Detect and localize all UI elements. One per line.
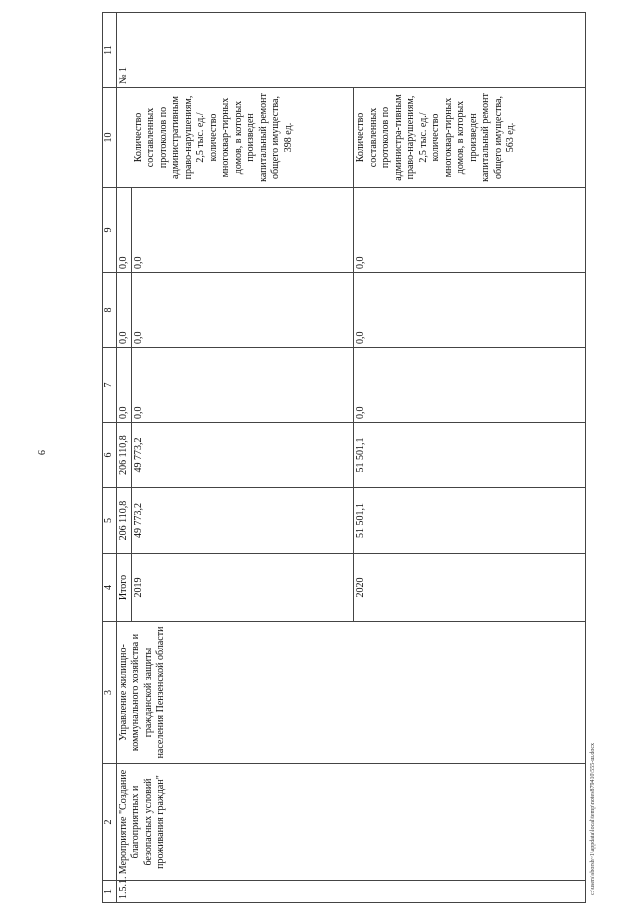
total-col8: 0,0 bbox=[116, 273, 132, 348]
col-header-4: 4 bbox=[103, 554, 117, 622]
total-col7: 0,0 bbox=[116, 348, 132, 423]
year-2020: 2020 bbox=[354, 554, 586, 622]
col-header-2: 2 bbox=[103, 764, 117, 881]
col-header-6: 6 bbox=[103, 423, 117, 488]
col-header-1: 1 bbox=[103, 881, 117, 903]
2020-col5: 51 501,1 bbox=[354, 488, 586, 554]
total-col10 bbox=[116, 88, 132, 188]
col-header-9: 9 bbox=[103, 188, 117, 273]
year-2019: 2019 bbox=[132, 554, 354, 622]
total-label: Итого bbox=[116, 554, 132, 622]
footer-path: c:\users\sborsh~1\appdata\local\temp\notes879410\555-ш.docx bbox=[590, 742, 596, 895]
2020-col9: 0,0 bbox=[354, 188, 586, 273]
2020-col8: 0,0 bbox=[354, 273, 586, 348]
2019-col9: 0,0 bbox=[132, 188, 354, 273]
2020-col7: 0,0 bbox=[354, 348, 586, 423]
program-table bbox=[102, 12, 586, 903]
2019-col6: 49 773,2 bbox=[132, 423, 354, 488]
col-header-11: 11 bbox=[103, 13, 117, 88]
page-number: 9 bbox=[35, 450, 46, 455]
col-header-3: 3 bbox=[103, 622, 117, 764]
2020-col6: 51 501,1 bbox=[354, 423, 586, 488]
col-header-5: 5 bbox=[103, 488, 117, 554]
table-row-total bbox=[116, 13, 132, 903]
2019-col5: 49 773,2 bbox=[132, 488, 354, 554]
total-col6: 206 110,8 bbox=[116, 423, 132, 488]
2019-indicator: Количество составленных протоколов по административным право-нарушениям, 2,5 тыс. ед./ количество многоквар-тирных домов, в которых произведен капитальный ремонт общего имущества, 398 ед. bbox=[132, 88, 354, 188]
total-col5: 206 110,8 bbox=[116, 488, 132, 554]
2019-col7: 0,0 bbox=[132, 348, 354, 423]
executor: Управление жилищно-коммунального хозяйства и гражданской защиты населения Пензенской области bbox=[116, 622, 586, 764]
rotated-table-container bbox=[102, 13, 586, 903]
2019-col8: 0,0 bbox=[132, 273, 354, 348]
reference: № 1 bbox=[116, 13, 586, 88]
column-number-row bbox=[103, 13, 117, 903]
2020-indicator: Количество составленных протоколов по администра-тивным право-нарушениям, 2,5 тыс. ед./ количество многоквар-тирных домов, в которых произведен капитальный ремонт общего имущества, 563 ед. bbox=[354, 88, 586, 188]
col-header-10: 10 bbox=[103, 88, 117, 188]
row-number: 1.5.1. bbox=[116, 881, 586, 903]
col-header-8: 8 bbox=[103, 273, 117, 348]
activity-name: Мероприятие "Создание благоприятных и безопасных условий проживания граждан" bbox=[116, 764, 586, 881]
total-col9: 0,0 bbox=[116, 188, 132, 273]
col-header-7: 7 bbox=[103, 348, 117, 423]
